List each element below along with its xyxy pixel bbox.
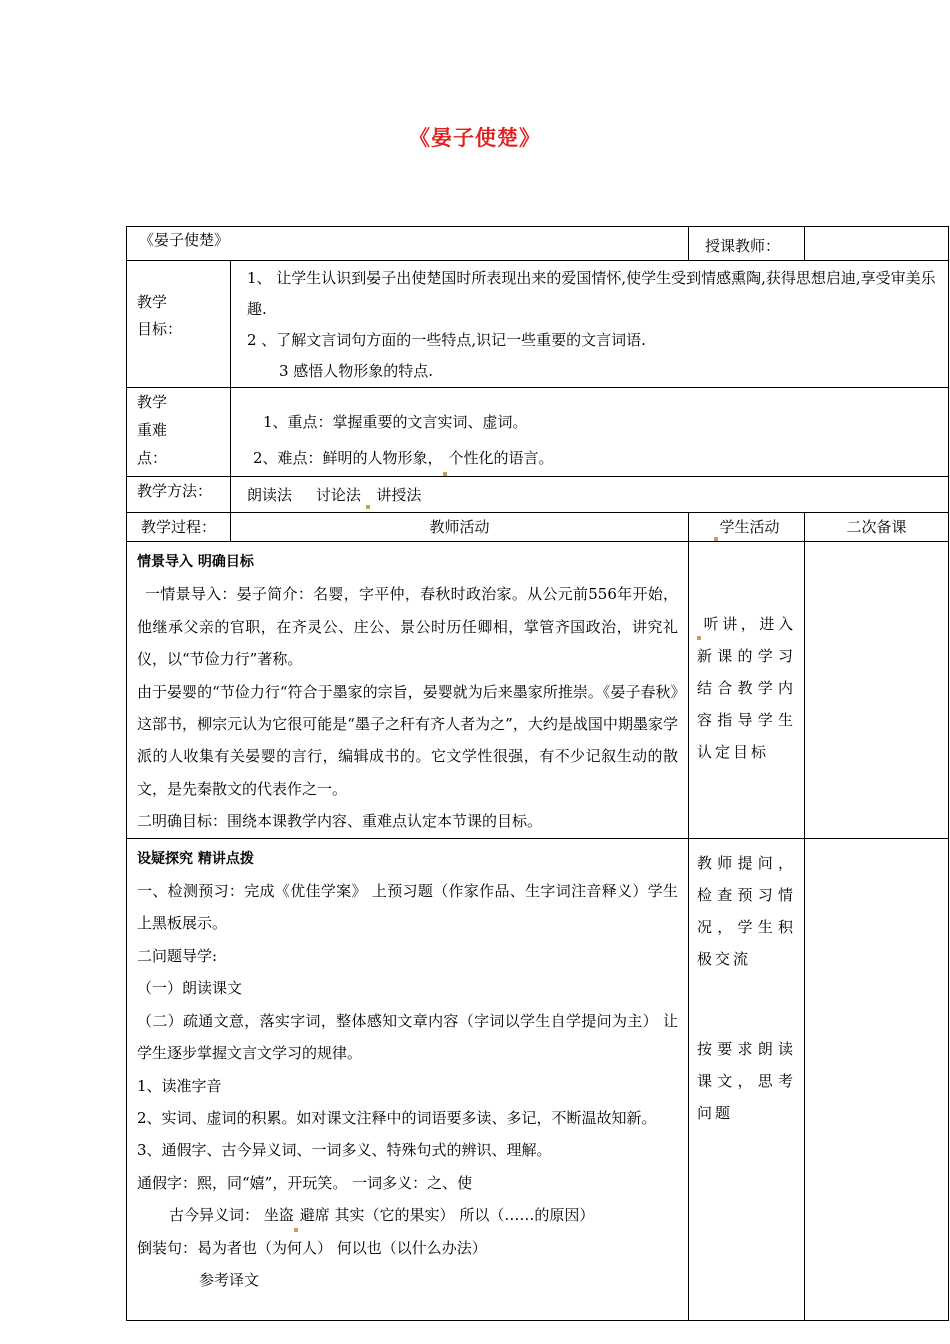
goal-item-3: 3 感悟人物形象的特点. — [279, 362, 434, 380]
section-2-second-prep-cell — [805, 838, 949, 1320]
process-header-row — [127, 513, 949, 542]
section-1-teacher-cell — [127, 542, 689, 839]
lesson-name-cell — [127, 227, 689, 261]
section-2-line-11: 参考译文 — [199, 1270, 260, 1289]
key-points-label-1: 教学 — [137, 393, 168, 411]
key-points-content-cell — [231, 388, 949, 477]
key-points-label-3: 点： — [137, 449, 168, 467]
teacher-value-cell — [805, 227, 949, 261]
key-points-row — [127, 388, 949, 477]
section-1-heading: 情景导入 明确目标 — [137, 554, 254, 570]
student-activity-header: 学生活动 — [689, 513, 805, 542]
section-2-student-cell — [689, 838, 805, 1320]
methods-text: 朗读法 讨论法 讲授法 — [231, 477, 948, 509]
section-1-second-prep-cell — [805, 542, 949, 839]
lesson-plan-table — [126, 226, 949, 1321]
section-2-line-10: 倒装句：曷为者也（为何人） 何以也（以什么办法） — [137, 1238, 487, 1257]
bullet-dot-icon — [714, 537, 718, 541]
process-label-cell — [127, 513, 231, 542]
teacher-value — [805, 227, 948, 231]
section-2-teacher-cell — [127, 838, 689, 1320]
goals-label-2: 目标： — [137, 320, 183, 338]
section-2-student-text-1: 教师提问，检查预习情况，学生积极交流 — [697, 853, 797, 968]
section-2-row — [127, 838, 949, 1320]
bullet-dot-icon — [294, 1228, 298, 1232]
goal-item-2: 2 、了解文言词句方面的一些特点,识记一些重要的文言词语. — [247, 331, 646, 349]
bullet-dot-icon — [697, 636, 701, 640]
section-2-line-2: 二问题导学: — [137, 946, 218, 965]
second-prep-header: 二次备课 — [805, 513, 949, 542]
goals-content-cell — [231, 261, 949, 388]
methods-row — [127, 477, 949, 513]
page-title: 《晏子使楚》 — [409, 126, 541, 150]
process-label: 教学过程： — [140, 518, 216, 536]
teacher-label-cell — [689, 227, 805, 261]
key-points-label-cell — [127, 388, 231, 477]
section-2-line-5: 1、读准字音 — [137, 1076, 222, 1095]
section-2-heading: 设疑探究 精讲点拨 — [137, 850, 254, 867]
key-points-label-2: 重难 — [137, 421, 168, 439]
goals-label-cell — [127, 261, 231, 388]
section-2-line-9: 古今异义词： 坐盗 避席 其实（它的果实） 所以（……的原因） — [137, 1199, 678, 1231]
teacher-label: 授课教师： — [705, 237, 781, 255]
section-2-line-4: （二）疏通文意，落实字词，整体感知文章内容（字词以学生自学提问为主） 让学生逐步掌握文言文学习的规律。 — [137, 1011, 679, 1063]
section-1-row — [127, 542, 949, 839]
section-1-paragraph-1: 一情景导入：晏子简介：名婴，字平仲，春秋时政治家。从公元前556年开始，他继承父亲的官职，在齐灵公、庄公、景公时历任卿相，掌管齐国政治，讲究礼仪，以“节俭力行”著称。 — [137, 585, 679, 669]
goals-row — [127, 261, 949, 388]
section-1-paragraph-3: 二明确目标：围绕本课教学内容、重难点认定本节课的目标。 — [137, 812, 543, 831]
key-point-item-2: 2、难点：鲜明的人物形象， 个性化的语言。 — [241, 440, 940, 476]
key-point-item-1: 1、重点：掌握重要的文言实词、虚词。 — [263, 413, 528, 431]
methods-label: 教学方法： — [137, 482, 213, 500]
methods-content-cell — [231, 477, 949, 513]
goals-label-1: 教学 — [137, 293, 168, 311]
section-2-line-3: （一）朗读课文 — [137, 979, 243, 998]
goal-item-1: 1、 让学生认识到晏子出使楚国时所表现出来的爱国情怀,使学生受到情感熏陶,获得思想启迪,享受审美乐趣. — [247, 269, 936, 318]
section-2-line-1: 一、检测预习：完成《优佳学案》 上预习题（作家作品、生字词注音释义）学生上黑板展示。 — [137, 882, 679, 933]
section-1-student-cell — [689, 542, 805, 839]
section-2-student-text-2: 按要求朗读课文，思考问题 — [697, 1039, 797, 1122]
section-1-student-text: 听讲，进入新课的学习结合教学内容指导学生认定目标 — [697, 615, 797, 761]
section-1-paragraph-2: 由于晏婴的“节俭力行“符合于墨家的宗旨，晏婴就为后来墨家所推崇。《晏子春秋》这部书，柳宗元认为它很可能是“墨子之秆有齐人者为之”，大约是战国中期墨家学派的人收集有关晏婴的言行，编辑成书的。它文学性很强，有不少记叙生动的散文，是先秦散文的代表作之一。 — [137, 682, 679, 798]
section-2-line-8: 通假字：熙，同“嬉”，开玩笑。 一词多义：之、使 — [137, 1173, 473, 1192]
section-2-line-6: 2、实词、虚词的积累。如对课文注释中的词语要多读、多记，不断温故知新。 — [137, 1108, 657, 1127]
lesson-header-row — [127, 227, 949, 261]
bullet-dot-icon — [366, 505, 370, 509]
methods-label-cell — [127, 477, 231, 513]
teacher-activity-header: 教师活动 — [231, 513, 689, 542]
bullet-dot-icon — [443, 472, 447, 476]
lesson-name: 《晏子使楚》 — [139, 231, 230, 249]
section-2-line-7: 3、通假字、古今异义词、一词多义、特殊句式的辨识、理解。 — [137, 1141, 552, 1160]
